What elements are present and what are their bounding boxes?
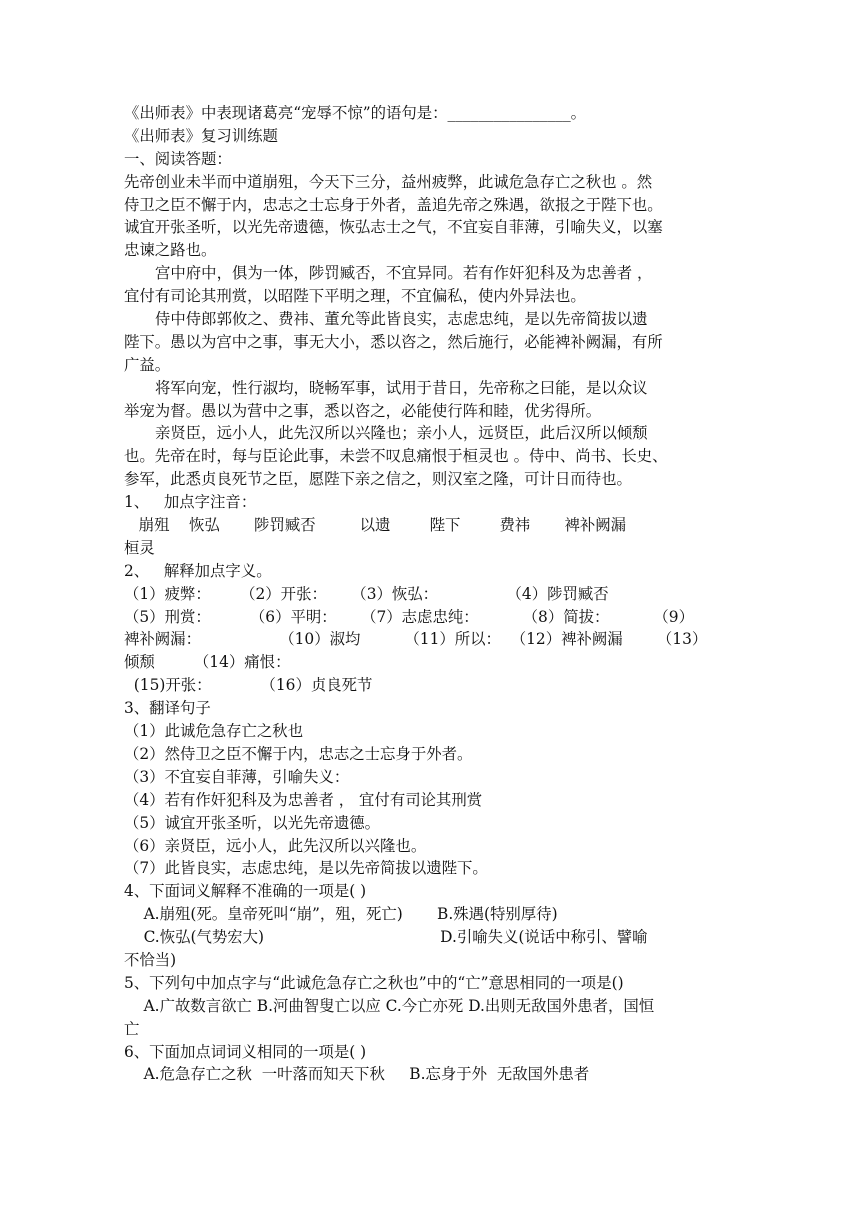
text-line: 将军向宠，性行淑均，晓畅军事，试用于昔日，先帝称之曰能，是以众议 — [155, 378, 648, 397]
text-line: A.广故数言欲亡 B.河曲智叟亡以应 C.今亡亦死 D.出则无敌国外患者，国恒 — [124, 996, 655, 1015]
text-line: (15)开张： （16）贞良死节 — [124, 676, 373, 695]
document-body — [124, 102, 738, 1086]
text-line: 《出师表》中表现诸葛亮“宠辱不惊”的语句是：________________。 — [124, 104, 587, 122]
text-line: A.危急存亡之秋 一叶落而知天下秋 B.忘身于外 无敌国外患者 — [124, 1065, 590, 1084]
text-line: （6）亲贤臣，远小人，此先汉所以兴隆也。 — [124, 836, 427, 855]
text-line: 先帝创业未半而中道崩殂，今天下三分，益州疲弊，此诚危急存亡之秋也 。然 — [124, 172, 653, 191]
text-line: C.恢弘(气势宏大) D.引喻失义(说话中称引、譬喻 — [124, 928, 648, 947]
text-line: （1）疲弊： （2）开张： （3）恢弘： （4）陟罚臧否 — [124, 584, 609, 603]
text-line: （2）然侍卫之臣不懈于内，忠志之士忘身于外者。 — [124, 744, 473, 763]
text-line: （3）不宜妄自菲薄，引喻失义： — [124, 767, 350, 786]
text-line: 广益。 — [124, 355, 171, 374]
text-line: 侍卫之臣不懈于内，忠志之士忘身于外者，盖追先帝之殊遇，欲报之于陛下也。 — [124, 195, 663, 214]
text-line: 诚宜开张圣听，以光先帝遗德，恢弘志士之气，不宜妄自菲薄，引喻失义，以塞 — [124, 218, 663, 237]
text-line: 5、下列句中加点字与“此诚危急存亡之秋也”中的“亡”意思相同的一项是() — [124, 973, 624, 992]
text-line: 亡 — [124, 1019, 140, 1038]
text-line: 《出师表》复习训练题 — [124, 126, 278, 145]
text-line: （4）若有作奸犯科及为忠善者 ， 宜付有司论其刑赏 — [124, 790, 483, 809]
text-line: 参军，此悉贞良死节之臣，愿陛下亲之信之，则汉室之隆，可计日而待也。 — [124, 470, 632, 489]
text-line: 4、下面词义解释不准确的一项是( ) — [124, 882, 367, 901]
text-line: 6、下面加点词词义相同的一项是( ) — [124, 1042, 367, 1061]
text-line: 亲贤臣，远小人，此先汉所以兴隆也；亲小人，远贤臣，此后汉所以倾颓 — [155, 424, 648, 443]
text-line: （5）刑赏： （6）平明： （7）志虑忠纯： （8）简拔： （9） — [124, 607, 694, 626]
text-line: （5）诚宜开张圣听，以光先帝遗德。 — [124, 813, 381, 832]
text-line: 一、阅读答题： — [124, 149, 232, 168]
text-line: 侍中侍郎郭攸之、费祎、董允等此皆良实，志虑忠纯，是以先帝简拔以遗 — [155, 310, 648, 329]
text-line: 宫中府中，俱为一体，陟罚臧否，不宜异同。若有作奸犯科及为忠善者 ， — [155, 264, 653, 283]
text-line: 3、翻译句子 — [124, 699, 211, 718]
text-line: 1、 加点字注音： — [124, 493, 257, 512]
text-line: （7）此皆良实，志虑忠纯，是以先帝简拔以遗陛下。 — [124, 859, 488, 878]
text-line: 忠谏之路也。 — [124, 241, 217, 260]
text-line: 举宠为督。愚以为营中之事，悉以咨之，必能使行阵和睦，优劣得所。 — [124, 401, 602, 420]
text-line: （1）此诚危急存亡之秋也 — [124, 722, 304, 741]
text-line: 崩殂 恢弘 陟罚臧否 以遗 陛下 费祎 裨补阙漏 — [124, 516, 627, 535]
text-line: 也。先帝在时，每与臣论此事，未尝不叹息痛恨于桓灵也 。侍中、尚书、长史、 — [124, 447, 668, 466]
text-line: A.崩殂(死。皇帝死叫“崩”，殂，死亡) B.殊遇(特别厚待) — [124, 905, 558, 924]
text-line: 桓灵 — [124, 538, 155, 557]
text-line: 不恰当) — [124, 950, 177, 969]
text-line: 裨补阙漏： （10）淑均 （11）所以： （12）裨补阙漏 （13） — [124, 630, 708, 649]
text-line: 陛下。愚以为宫中之事，事无大小，悉以咨之，然后施行，必能裨补阙漏，有所 — [124, 332, 663, 351]
text-line: 宜付有司论其刑赏，以昭陛下平明之理，不宜偏私，使内外异法也。 — [124, 287, 586, 306]
text-line: 倾颓 （14）痛恨： — [124, 653, 291, 672]
text-line: 2、 解释加点字义。 — [124, 561, 272, 580]
